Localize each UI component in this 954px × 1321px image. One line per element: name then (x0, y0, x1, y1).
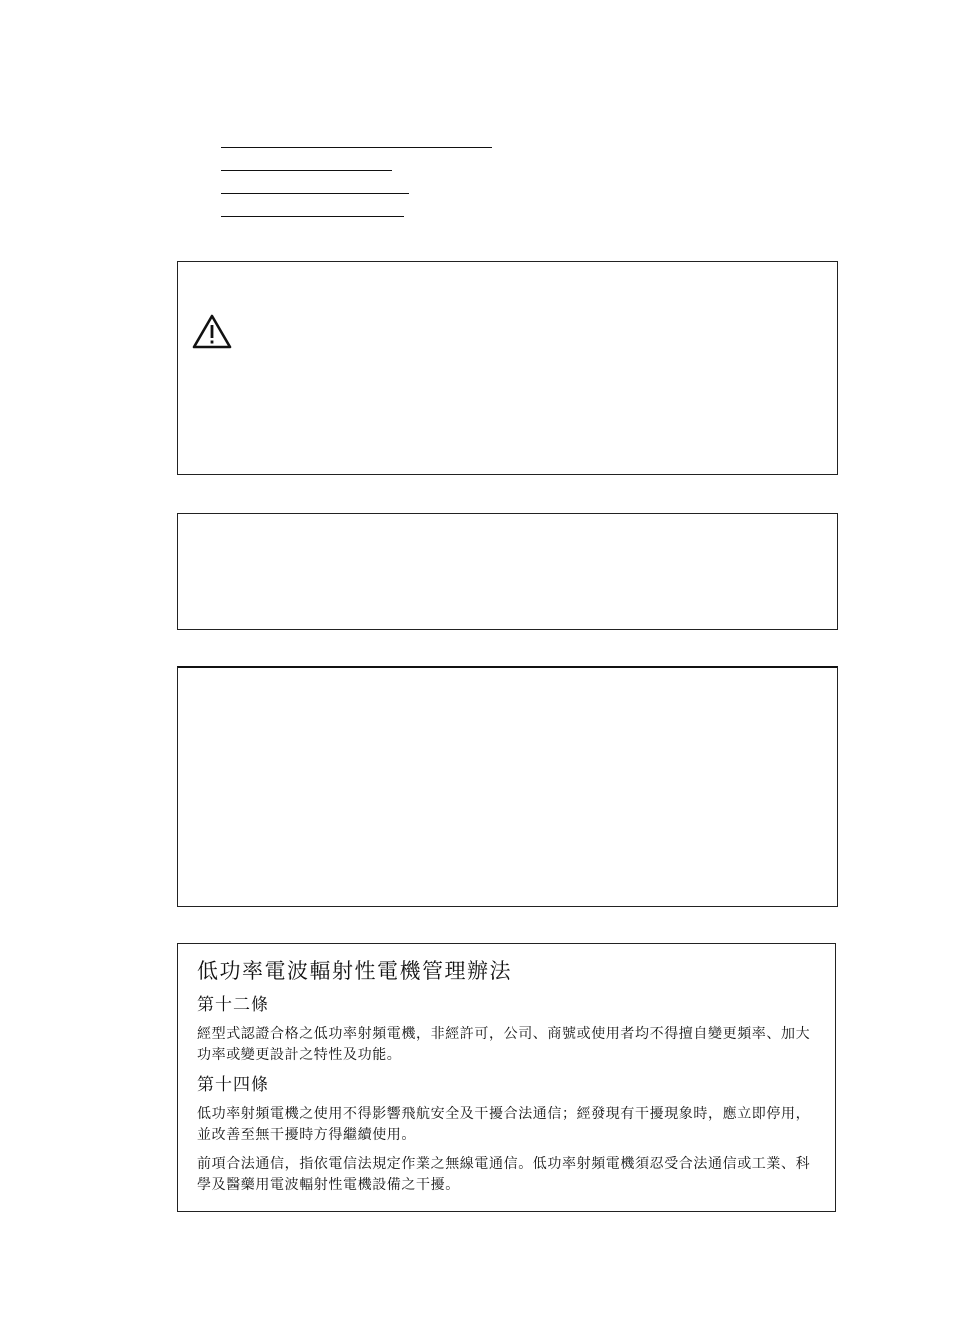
article-14-body-1: 低功率射頻電機之使用不得影響飛航安全及干擾合法通信；經發現有干擾現象時，應立即停用，並改善至無干擾時方得繼續使用。 (197, 1106, 811, 1143)
warning-box (177, 261, 838, 475)
blank-line-3 (221, 193, 409, 194)
empty-box-thick-top (177, 666, 838, 907)
article-14-heading: 第十四條 (197, 1075, 269, 1095)
article-12-body: 經型式認證合格之低功率射頻電機，非經許可，公司、商號或使用者均不得擅自變更頻率、加大功率或變更設計之特性及功能。 (197, 1026, 811, 1063)
blank-line-4 (221, 216, 404, 217)
article-12-heading: 第十二條 (197, 995, 269, 1015)
article-14-body-2: 前項合法通信，指依電信法規定作業之無線電通信。低功率射頻電機須忍受合法通信或工業、科學及醫藥用電波輻射性電機設備之干擾。 (197, 1156, 811, 1193)
empty-box (177, 513, 838, 630)
notice-title: 低功率電波輻射性電機管理辦法 (197, 959, 512, 983)
blank-line-1 (221, 147, 492, 148)
blank-line-2 (221, 170, 392, 171)
warning-triangle-icon (192, 313, 232, 349)
